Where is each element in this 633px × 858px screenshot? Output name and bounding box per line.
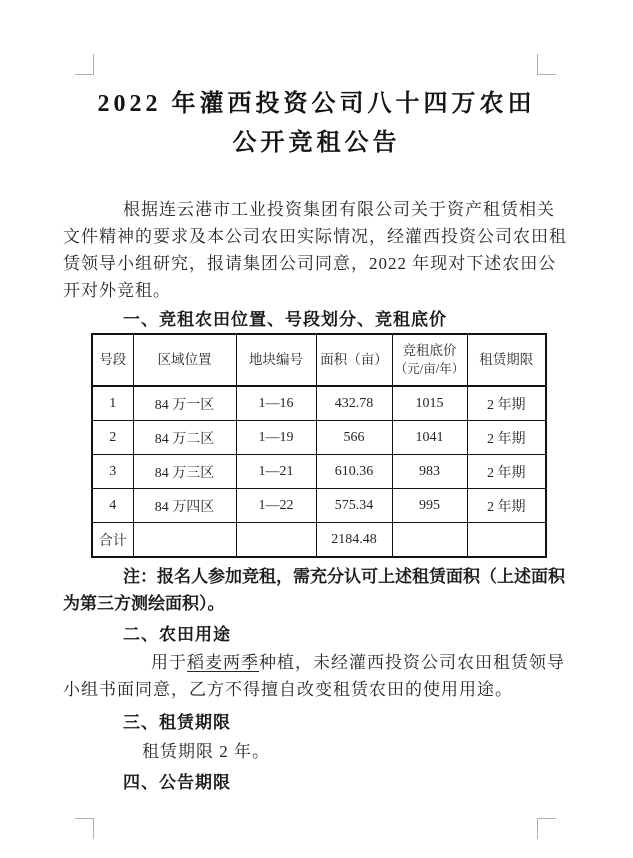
cell-location: 84 万二区 — [133, 421, 236, 455]
cell-plot-number: 1—16 — [236, 386, 316, 421]
table-row-1 — [92, 386, 546, 421]
section-3-heading: 三、租赁期限 — [123, 713, 231, 732]
cell-plot-number: 1—21 — [236, 455, 316, 489]
col-header-plot-number: 地块编号 — [236, 334, 316, 386]
usage-text-post: 种植，未经灌西投资公司农田租赁领导小组书面同意，乙方不得擅自改变租赁农田的使用用途。 — [63, 653, 565, 699]
col-header-segment: 号段 — [92, 334, 133, 386]
cell-plot-number: 1—19 — [236, 421, 316, 455]
cell-area: 610.36 — [316, 455, 392, 489]
usage-text-pre: 用于 — [151, 653, 187, 672]
cell-total-label: 合计 — [92, 523, 133, 558]
margin-mark-top-right — [537, 54, 556, 75]
cell-area: 432.78 — [316, 386, 392, 421]
cell-base-price: 1015 — [392, 386, 467, 421]
cell-segment: 1 — [92, 386, 133, 421]
cell-lease-term — [467, 523, 546, 558]
margin-mark-bottom-left — [75, 818, 94, 839]
cell-location: 84 万一区 — [133, 386, 236, 421]
margin-mark-top-left — [75, 54, 94, 75]
cell-location: 84 万三区 — [133, 455, 236, 489]
cell-segment: 2 — [92, 421, 133, 455]
cell-base-price: 995 — [392, 489, 467, 523]
document-title-line-1: 2022 年灌西投资公司八十四万农田 — [97, 91, 536, 117]
lease-plots-table — [91, 333, 547, 558]
cell-total-area: 2184.48 — [316, 523, 392, 558]
section-1-heading: 一、竞租农田位置、号段划分、竞租底价 — [123, 310, 447, 329]
table-row-2 — [92, 421, 546, 455]
cell-plot-number — [236, 523, 316, 558]
col-header-lease-term: 租赁期限 — [467, 334, 546, 386]
base-price-unit: （元/亩/年） — [394, 362, 465, 376]
intro-paragraph: 根据连云港市工业投资集团有限公司关于资产租赁相关文件精神的要求及本公司农田实际情况，经灌西投资公司农田租赁领导小组研究，报请集团公司同意，2022 年现对下述农田公开对外竞租。 — [63, 200, 567, 300]
cell-segment: 3 — [92, 455, 133, 489]
usage-paragraph — [63, 649, 568, 703]
cell-base-price: 983 — [392, 455, 467, 489]
table-row-total — [92, 523, 546, 558]
cell-lease-term: 2 年期 — [467, 489, 546, 523]
cell-base-price — [392, 523, 467, 558]
col-header-base-price — [392, 334, 467, 386]
cell-plot-number: 1—22 — [236, 489, 316, 523]
lease-term-paragraph: 租赁期限 2 年。 — [142, 742, 270, 761]
document-title-line-2: 公开竞租公告 — [232, 130, 401, 156]
cell-area: 566 — [316, 421, 392, 455]
crop-phrase-underlined: 稻麦两季 — [187, 653, 259, 672]
note-paragraph: 注：报名人参加竞租，需充分认可上述租赁面积（上述面积为第三方测绘面积）。 — [63, 567, 565, 613]
section-4-heading: 四、公告期限 — [123, 773, 231, 792]
table-row-4 — [92, 489, 546, 523]
table-row-3 — [92, 455, 546, 489]
col-header-area: 面积（亩） — [316, 334, 392, 386]
cell-lease-term: 2 年期 — [467, 386, 546, 421]
cell-location: 84 万四区 — [133, 489, 236, 523]
cell-segment: 4 — [92, 489, 133, 523]
margin-mark-bottom-right — [537, 818, 556, 839]
section-2-heading: 二、农田用途 — [123, 625, 231, 644]
cell-lease-term: 2 年期 — [467, 421, 546, 455]
cell-lease-term: 2 年期 — [467, 455, 546, 489]
base-price-label: 竞租底价 — [402, 343, 457, 358]
cell-location — [133, 523, 236, 558]
cell-area: 575.34 — [316, 489, 392, 523]
table-header-row — [92, 334, 546, 386]
col-header-location: 区域位置 — [133, 334, 236, 386]
cell-base-price: 1041 — [392, 421, 467, 455]
